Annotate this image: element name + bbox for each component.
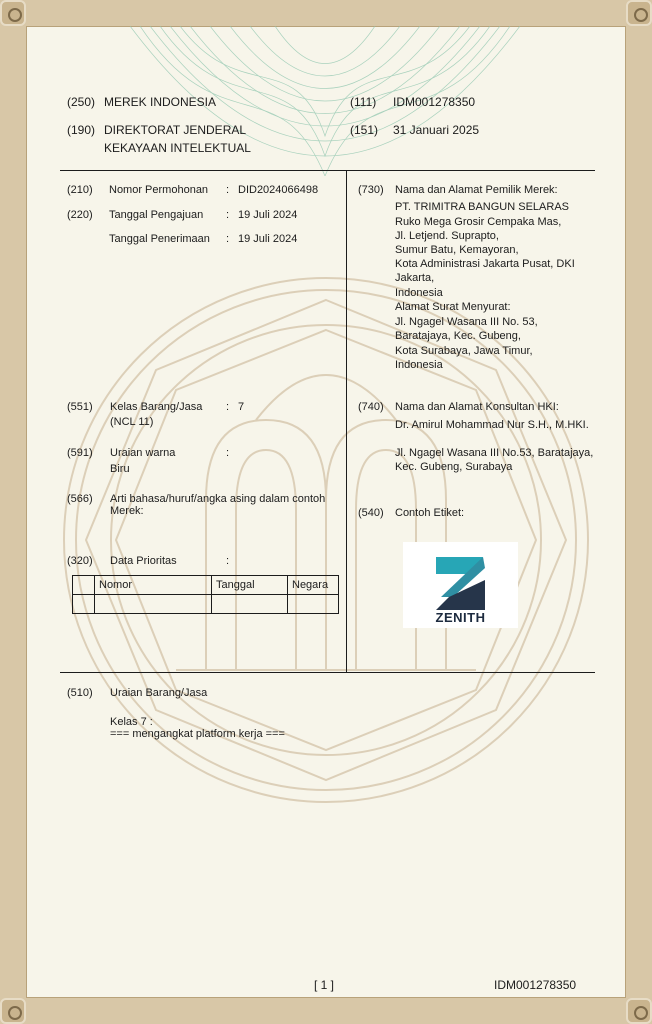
table-header-cell: Nomor [95, 576, 212, 595]
priority-table [72, 575, 339, 614]
authority-line-1: DIREKTORAT JENDERAL [104, 123, 247, 137]
logo-wordmark: ZENITH [435, 610, 486, 625]
inid-code-220: (220) [67, 209, 93, 221]
footer-registration-number: IDM001278350 [494, 978, 577, 992]
receipt-date-label: Tanggal Penerimaan [109, 233, 210, 245]
table-header-cell [73, 576, 95, 595]
table-cell [288, 595, 339, 614]
column-divider [346, 170, 347, 673]
filing-date-value: 19 Juli 2024 [238, 209, 298, 221]
inid-code-740: (740) [358, 401, 384, 413]
colon: : [226, 555, 230, 567]
priority-label: Data Prioritas [110, 555, 177, 567]
owner-line: Kota Administrasi Jakarta Pusat, DKI [395, 258, 575, 270]
colon: : [226, 233, 230, 245]
inid-code-566: (566) [67, 493, 93, 505]
page-number: [ 1 ] [314, 978, 335, 992]
consultant-name: Dr. Amirul Mohammad Nur S.H., M.HKI. [395, 419, 589, 431]
authority-line-2: KEKAYAAN INTELEKTUAL [104, 141, 251, 155]
inid-code-111: (111) [350, 95, 377, 109]
colon: : [226, 184, 230, 196]
goods-class-line: Kelas 7 : [110, 716, 153, 728]
colon: : [226, 401, 230, 413]
colon: : [226, 447, 230, 459]
color-value: Biru [110, 463, 130, 475]
inid-code-540: (540) [358, 507, 384, 519]
owner-line: Sumur Batu, Kemayoran, [395, 244, 519, 256]
application-number-label: Nomor Permohonan [109, 184, 209, 196]
inid-code-551: (551) [67, 401, 93, 413]
registration-number: IDM001278350 [393, 95, 476, 109]
table-header-cell: Negara [288, 576, 339, 595]
owner-line: PT. TRIMITRA BANGUN SELARAS [395, 201, 570, 213]
owner-line: Indonesia [395, 287, 443, 299]
owner-line: Baratajaya, Kec. Gubeng, [395, 330, 521, 342]
brand-country: MEREK INDONESIA [104, 95, 217, 109]
class-sub-label: (NCL 11) [110, 416, 154, 428]
table-header-cell: Tanggal [212, 576, 288, 595]
owner-line: Indonesia [395, 359, 443, 371]
application-number-value: DID2024066498 [238, 184, 319, 196]
table-cell [212, 595, 288, 614]
inid-code-250: (250) [67, 95, 96, 109]
table-row [73, 595, 339, 614]
table-row [73, 576, 339, 595]
color-label: Uraian warna [110, 447, 176, 459]
inid-code-190: (190) [67, 123, 96, 137]
consultant-label: Nama dan Alamat Konsultan HKI: [395, 401, 559, 413]
owner-line: Ruko Mega Grosir Cempaka Mas, [395, 216, 562, 228]
filing-date-label: Tanggal Pengajuan [109, 209, 204, 221]
class-label: Kelas Barang/Jasa [110, 401, 203, 413]
inid-code-320: (320) [67, 555, 93, 567]
owner-label: Nama dan Alamat Pemilik Merek: [395, 184, 558, 196]
inid-code-210: (210) [67, 184, 93, 196]
owner-line: Kota Surabaya, Jawa Timur, [395, 345, 533, 357]
goods-description: === mengangkat platform kerja === [110, 728, 285, 740]
inid-code-591: (591) [67, 447, 93, 459]
owner-line: Jl. Ngagel Wasana III No. 53, [395, 316, 538, 328]
header-divider [60, 170, 595, 171]
owner-line: Jl. Letjend. Suprapto, [395, 230, 499, 242]
registration-date: 31 Januari 2025 [393, 123, 480, 137]
consultant-address-2: Kec. Gubeng, Surabaya [395, 461, 513, 473]
table-cell [95, 595, 212, 614]
consultant-address-1: Jl. Ngagel Wasana III No.53, Baratajaya, [395, 447, 594, 459]
label-sample-title: Contoh Etiket: [395, 507, 465, 519]
colon: : [226, 209, 230, 221]
goods-label: Uraian Barang/Jasa [110, 687, 208, 699]
owner-line: Alamat Surat Menyurat: [395, 301, 511, 313]
section-divider [60, 672, 595, 673]
foreign-meaning-label-2: Merek: [110, 505, 144, 517]
corner-ornament-top-right [626, 0, 652, 26]
class-value: 7 [238, 401, 245, 413]
corner-ornament-bottom-left [0, 998, 26, 1024]
inid-code-510: (510) [67, 687, 93, 699]
inid-code-730: (730) [358, 184, 384, 196]
table-cell [73, 595, 95, 614]
foreign-meaning-label-1: Arti bahasa/huruf/angka asing dalam contoh [110, 493, 326, 505]
zenith-logo-mark-icon [403, 542, 518, 612]
inid-code-151: (151) [350, 123, 379, 137]
brand-logo [403, 542, 518, 628]
owner-line: Jakarta, [395, 272, 435, 284]
corner-ornament-top-left [0, 0, 26, 26]
corner-ornament-bottom-right [626, 998, 652, 1024]
receipt-date-value: 19 Juli 2024 [238, 233, 298, 245]
